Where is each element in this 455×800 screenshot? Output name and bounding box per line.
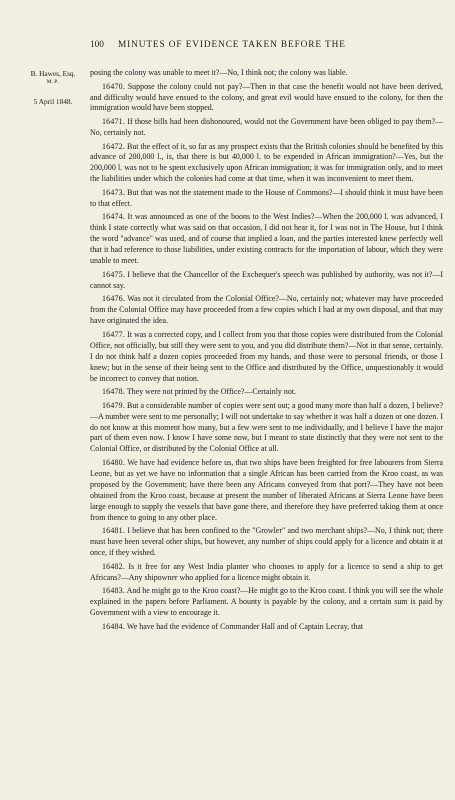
evidence-paragraph	[90, 387, 443, 398]
witness-margin-note	[22, 69, 84, 87]
paragraph-text: It was announced as one of the boons to the West Indies?—When the 200,000 l. was advanced, I think I state correctly what was said on that occasion, I did not hear it, for I was not in The House, but I think the word "advance" was used, and of course that implied a loan, and the parties interested knew perfectly well that it had reference to those liabilities, under existing contracts for the importation of labour, which they were unable to meet.	[90, 212, 443, 266]
evidence-text	[90, 68, 443, 635]
question-number: 16470.	[102, 81, 126, 91]
paragraph-text: Suppose the colony could not pay?—Then in that case the benefit would not have been derived, and difficulty would have ensued to the colony, and great evil would have ensued to the colony, for then the immigration would have been stopped.	[90, 81, 444, 113]
question-number: 16479.	[102, 400, 126, 410]
evidence-paragraph	[90, 68, 443, 79]
paragraph-text: We have had the evidence of Commander Hall and of Captain Lecray, that	[126, 621, 364, 631]
evidence-paragraph	[90, 270, 443, 292]
question-number: 16480.	[102, 457, 126, 467]
question-number: 16484.	[102, 621, 126, 631]
paragraph-text: Is it free for any West India planter who chooses to apply for a licence to send a ship to get Africans?—Any shipowner who applied for a licence might obtain it.	[90, 561, 444, 582]
page-number: 100	[90, 40, 104, 50]
paragraph-text: If those bills had been dishonoured, would not the Government have been obliged to pay them?—No, certainly not.	[90, 117, 443, 137]
page-title: MINUTES OF EVIDENCE TAKEN BEFORE THE	[117, 40, 346, 50]
evidence-paragraph	[90, 526, 443, 559]
paragraph-text: posing the colony was unable to meet it?—No, I think not; the colony was liable.	[90, 68, 348, 77]
question-number: 16473.	[102, 187, 126, 197]
evidence-paragraph	[90, 586, 443, 619]
paragraph-text: Was not it circulated from the Colonial Office?—No, certainly not; whatever may have proceeded from the Colonial Office may have proceeded from a few copies which I had at my own disposal, and that may have originated the idea.	[90, 294, 443, 326]
paragraph-text: I believe that has been confined to the "Growler" and two merchant ships?—No, I think not; there must have been several other ships, but however, any number of ships could apply for a licence and obtain it at once, if they wished.	[90, 526, 444, 558]
evidence-paragraph	[90, 117, 443, 139]
question-number: 16482.	[102, 561, 126, 571]
question-number: 16472.	[102, 141, 126, 151]
paragraph-text: And he might go to the Kroo coast?—He might go to the Kroo coast. I think you will see the whole explained in the papers before Parliament. A bounty is payable by the colony, and a certain sum is paid by Government with a view to encourage it.	[90, 586, 443, 618]
date-margin-note: 5 April 1848.	[33, 97, 73, 106]
evidence-paragraph	[90, 82, 443, 115]
evidence-paragraph	[90, 622, 443, 633]
question-number: 16475.	[102, 269, 126, 279]
paragraph-text: I believe that the Chancellor of the Exchequer's speech was published by authority, was not it?—I cannot say.	[90, 269, 444, 290]
evidence-paragraph	[90, 142, 443, 186]
evidence-paragraph	[90, 188, 443, 210]
evidence-paragraph	[90, 294, 443, 327]
evidence-paragraph	[90, 458, 443, 524]
question-number: 16477.	[102, 329, 126, 339]
witness-suffix: M.P.	[46, 79, 60, 85]
paragraph-text: We have had evidence before us, that two ships have been freighted for free labourers from Sierra Leone, but as yet we have no information that a single African has been carried from the Kroo coast, as was proposed by the Government; have there been any Africans conveyed from that port?—They have not been obtained from the Kroo coast, because at present the number of liberated Africans at Sierra Leone have been large enough to supply the vessels that have gone there, and therefore they have preferred taking them at once from thence to going to any other place.	[90, 457, 443, 522]
evidence-paragraph	[90, 212, 443, 267]
question-number: 16476.	[102, 294, 126, 304]
question-number: 16483.	[102, 586, 126, 596]
question-number: 16478.	[102, 387, 126, 397]
paragraph-text: They were not printed by the Office?—Certainly not.	[126, 387, 297, 397]
evidence-paragraph	[90, 401, 443, 456]
evidence-paragraph	[90, 330, 443, 385]
question-number: 16474.	[102, 212, 126, 222]
paragraph-text: But that was not the statement made to the House of Commons?—I should think it must have been to that effect.	[90, 187, 444, 208]
paragraph-text: It was a corrected copy, and I collect from you that those copies were distributed from the Colonial Office, not officially, but still they were sent to you, and you did distribute them?—Not in that sense, certainly. I do not think half a dozen copies proceeded from my hands, and those were to personal friends, or those I knew; but in the sense of their being sent to the Office and distributed by the Office, unquestionably it would be incorrect to convey that notion.	[90, 329, 443, 383]
question-number: 16471.	[102, 117, 126, 126]
witness-name: B. Hawes, Esq.	[30, 69, 76, 78]
page-header	[90, 40, 435, 50]
evidence-paragraph	[90, 562, 443, 584]
question-number: 16481.	[102, 526, 126, 536]
paragraph-text: But a considerable number of copies were sent out; a good many more than half a dozen, I believe?—A number were sent to me personally; I will not undertake to say whether it was half a dozen or one dozen. I do not know at this moment how many, but a few were sent to me individually, and I believe I have the major part of them even now. I know I have some now, but I meant to state distinctly that they were not sent to the Colonial Office, or distributed by the Colonial Office at all.	[90, 400, 443, 454]
paragraph-text: But the effect of it, so far as any prospect exists that the British colonies should be benefited by this advance of 200,000 l., is, that there is but 40,000 l. to be expended in African immigration?—Yes, but the 200,000 l. was not to be spent exclusively upon African immigration; it was for immigration only, and to meet the liabilities under which the colonies had come at that time, when it was inconvenient to meet them.	[90, 141, 444, 184]
